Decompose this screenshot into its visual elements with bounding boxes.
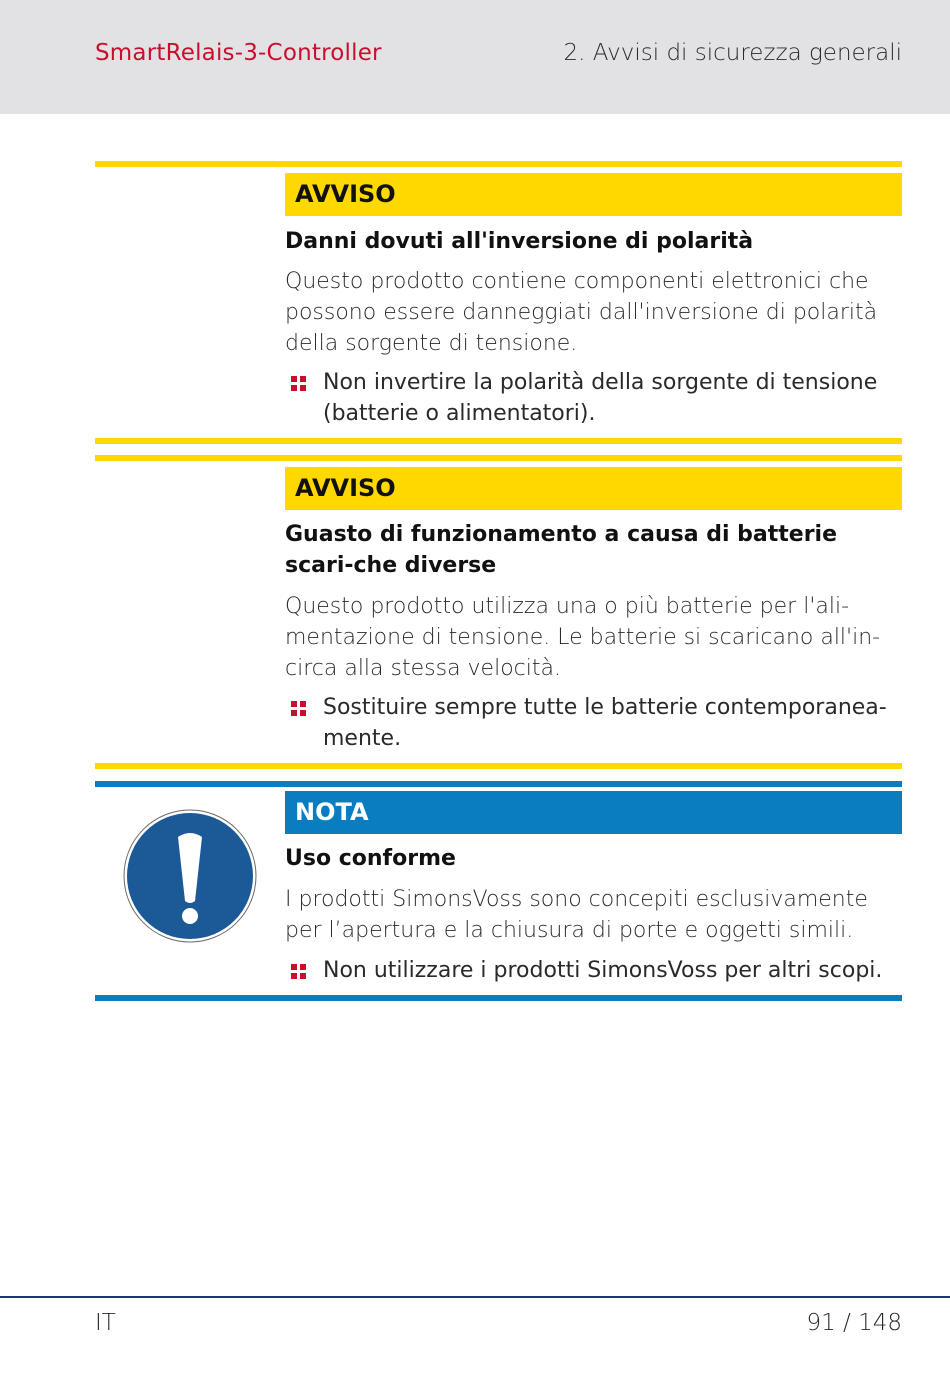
notice-title: Uso conforme bbox=[285, 846, 456, 871]
notice-text: Questo prodotto contiene componenti elettronici che possono essere danneggiati dall'inversione di polarità della sorgente di tensione. bbox=[285, 269, 878, 356]
notice-bottom-bar bbox=[95, 995, 902, 1001]
chapter-title: 2. Avvisi di sicurezza generali bbox=[563, 40, 902, 66]
footer-divider bbox=[0, 1296, 950, 1298]
footer-language: IT bbox=[95, 1310, 116, 1336]
notice-action-text: Non utilizzare i prodotti SimonsVoss per altri scopi. bbox=[323, 958, 883, 983]
notice-title: Danni dovuti all'inversione di polarità bbox=[285, 229, 754, 254]
notice-label: NOTA bbox=[285, 791, 902, 834]
notice-bottom-bar bbox=[95, 763, 902, 769]
notice-text: I prodotti SimonsVoss sono concepiti esclusivamente per l’apertura e la chiusura di porte e oggetti simili. bbox=[285, 887, 868, 943]
product-name: SmartRelais-3-Controller bbox=[95, 40, 382, 66]
action-square-icon bbox=[291, 376, 306, 391]
notice-top-bar bbox=[95, 161, 902, 167]
exclamation-mandatory-icon bbox=[123, 809, 257, 943]
notice-batteries bbox=[95, 455, 902, 773]
notice-intended-use bbox=[95, 781, 902, 1003]
notice-top-bar bbox=[95, 781, 902, 787]
notice-action-text: Sostituire sempre tutte le batterie contemporanea-mente. bbox=[323, 695, 887, 751]
notice-text: Questo prodotto utilizza una o più batterie per l'ali-mentazione di tensione. Le batterie si scaricano all'in-circa alla stessa velocità. bbox=[285, 594, 881, 681]
notice-bottom-bar bbox=[95, 438, 902, 444]
notice-label: AVVISO bbox=[285, 467, 902, 510]
notice-polarity bbox=[95, 161, 902, 447]
action-square-icon bbox=[291, 701, 306, 716]
page-header bbox=[0, 0, 950, 114]
action-square-icon bbox=[291, 964, 306, 979]
page-number: 91 / 148 bbox=[806, 1310, 902, 1336]
notice-label: AVVISO bbox=[285, 173, 902, 216]
notice-action-text: Non invertire la polarità della sorgente di tensione (batterie o alimentatori). bbox=[323, 370, 878, 426]
notice-top-bar bbox=[95, 455, 902, 461]
notice-title: Guasto di funzionamento a causa di batterie scari-che diverse bbox=[285, 522, 838, 578]
